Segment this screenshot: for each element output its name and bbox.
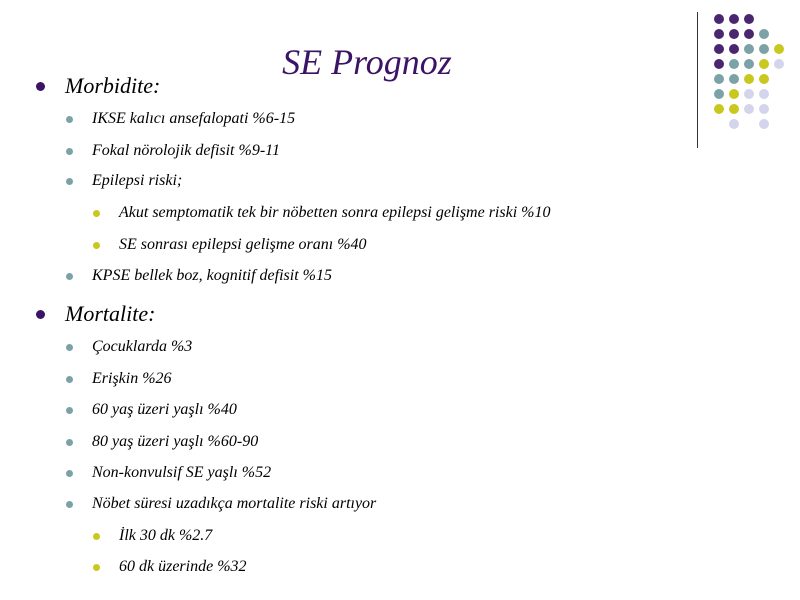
bullet-item	[66, 431, 258, 453]
bullet-marker	[66, 344, 73, 351]
bullet-text: Nöbet süresi uzadıkça mortalite riski artıyor	[92, 495, 377, 512]
decorative-dot	[714, 59, 724, 69]
bullet-item	[66, 462, 271, 484]
slide-title: SE Prognoz	[282, 42, 452, 82]
decorative-dot	[774, 59, 784, 69]
decorative-dot	[714, 44, 724, 54]
decorative-dot	[744, 74, 754, 84]
decorative-dot	[729, 119, 739, 129]
bullet-text: IKSE kalıcı ansefalopati %6-15	[92, 110, 296, 127]
section-heading-mortalite	[36, 300, 155, 328]
decorative-dot-grid	[710, 12, 790, 132]
sub-bullet-item	[93, 556, 247, 578]
bullet-text: Akut semptomatik tek bir nöbetten sonra epilepsi gelişme riski %10	[119, 204, 551, 221]
bullet-item	[66, 493, 376, 515]
bullet-marker	[66, 376, 73, 383]
bullet-item	[66, 140, 280, 162]
sub-bullet-item	[93, 202, 550, 224]
decorative-dot	[759, 89, 769, 99]
decorative-dot	[759, 104, 769, 114]
sub-bullet-item	[93, 234, 367, 256]
bullet-text: 60 dk üzerinde %32	[119, 558, 247, 575]
bullet-marker	[66, 178, 73, 185]
bullet-marker	[66, 407, 73, 414]
decorative-dot	[744, 14, 754, 24]
bullet-text: Mortalite:	[65, 301, 156, 326]
decorative-dot	[759, 74, 769, 84]
bullet-text: KPSE bellek boz, kognitif defisit %15	[92, 267, 332, 284]
decorative-dot	[729, 44, 739, 54]
bullet-marker	[93, 210, 100, 217]
decorative-dot	[729, 74, 739, 84]
decorative-dot	[744, 89, 754, 99]
decorative-dot	[744, 104, 754, 114]
decorative-dot	[729, 29, 739, 39]
sub-bullet-item	[93, 525, 212, 547]
bullet-text: Erişkin %26	[92, 370, 172, 387]
decorative-dot	[714, 104, 724, 114]
decorative-dot	[744, 29, 754, 39]
bullet-marker	[93, 564, 100, 571]
decorative-divider-line	[697, 12, 698, 148]
bullet-item	[66, 108, 295, 130]
decorative-dot	[759, 119, 769, 129]
bullet-item	[66, 368, 172, 390]
bullet-marker	[93, 242, 100, 249]
decorative-dot	[744, 59, 754, 69]
bullet-item	[66, 336, 192, 358]
decorative-dot	[744, 44, 754, 54]
decorative-dot	[759, 44, 769, 54]
bullet-text: Fokal nörolojik defisit %9-11	[92, 142, 280, 159]
bullet-marker	[66, 501, 73, 508]
bullet-marker	[93, 533, 100, 540]
bullet-text: Non-konvulsif SE yaşlı %52	[92, 464, 272, 481]
bullet-marker	[36, 82, 45, 91]
decorative-dot	[759, 29, 769, 39]
decorative-dot	[729, 89, 739, 99]
bullet-marker	[66, 273, 73, 280]
bullet-text: 60 yaş üzeri yaşlı %40	[92, 401, 237, 418]
decorative-dot	[714, 89, 724, 99]
bullet-text: Epilepsi riski;	[92, 172, 183, 189]
bullet-text: Morbidite:	[65, 73, 161, 98]
decorative-dot	[714, 14, 724, 24]
bullet-marker	[66, 116, 73, 123]
section-heading-morbidite	[36, 72, 160, 100]
decorative-dot	[729, 59, 739, 69]
bullet-text: 80 yaş üzeri yaşlı %60-90	[92, 433, 259, 450]
decorative-dot	[774, 44, 784, 54]
bullet-marker	[36, 310, 45, 319]
bullet-item	[66, 265, 332, 287]
bullet-text: Çocuklarda %3	[92, 338, 193, 355]
bullet-item	[66, 399, 237, 421]
bullet-item	[66, 170, 182, 192]
bullet-marker	[66, 439, 73, 446]
bullet-marker	[66, 470, 73, 477]
decorative-dot	[759, 59, 769, 69]
bullet-text: İlk 30 dk %2.7	[119, 527, 213, 544]
bullet-marker	[66, 148, 73, 155]
decorative-dot	[729, 14, 739, 24]
decorative-dot	[729, 104, 739, 114]
bullet-text: SE sonrası epilepsi gelişme oranı %40	[119, 236, 367, 253]
decorative-dot	[714, 74, 724, 84]
decorative-dot	[714, 29, 724, 39]
